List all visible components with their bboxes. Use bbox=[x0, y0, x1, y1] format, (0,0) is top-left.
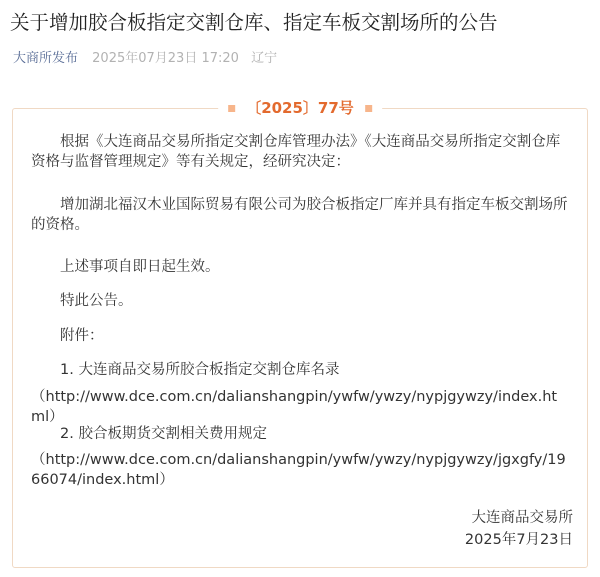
attachment-title: 2. 胶合板期货交割相关费用规定 bbox=[60, 426, 267, 442]
notice-header bbox=[218, 97, 382, 119]
attachments-label: 附件： bbox=[60, 328, 104, 344]
source-link[interactable]: 大商所发布 bbox=[13, 51, 79, 66]
attachment-url[interactable]: （http://www.dce.com.cn/dalianshangpin/ywfw/ywzy/nypjgywzy/jgxgfy/1966074/index.html） bbox=[31, 452, 566, 488]
notice-card bbox=[12, 99, 588, 568]
article-title: 关于增加胶合板指定交割仓库、指定车板交割场所的公告 bbox=[10, 11, 498, 34]
basis-paragraph: 根据《大连商品交易所指定交割仓库管理办法》《大连商品交易所指定交割仓库资格与监督管理规定》等有关规定，经研究决定： bbox=[31, 134, 561, 170]
signature-org: 大连商品交易所 bbox=[471, 510, 573, 526]
attachment-url[interactable]: （http://www.dce.com.cn/dalianshangpin/ywfw/ywzy/nypjgywzy/index.html） bbox=[31, 389, 558, 425]
article-meta bbox=[13, 50, 277, 68]
attachment-title: 1. 大连商品交易所胶合板指定交割仓库名录 bbox=[60, 362, 340, 378]
publish-location: 辽宁 bbox=[251, 51, 278, 66]
publish-time: 2025年07月23日 17:20 bbox=[92, 51, 239, 66]
decoration-square-icon bbox=[228, 105, 235, 112]
addition-paragraph: 增加湖北福汉木业国际贸易有限公司为胶合板指定厂库并具有指定车板交割场所的资格。 bbox=[31, 197, 568, 233]
effective-paragraph: 上述事项自即日起生效。 bbox=[60, 259, 220, 275]
document-number: 〔2025〕77号 bbox=[246, 99, 354, 117]
special-notice: 特此公告。 bbox=[60, 293, 133, 309]
signature-date: 2025年7月23日 bbox=[464, 532, 573, 548]
decoration-square-icon bbox=[365, 105, 372, 112]
